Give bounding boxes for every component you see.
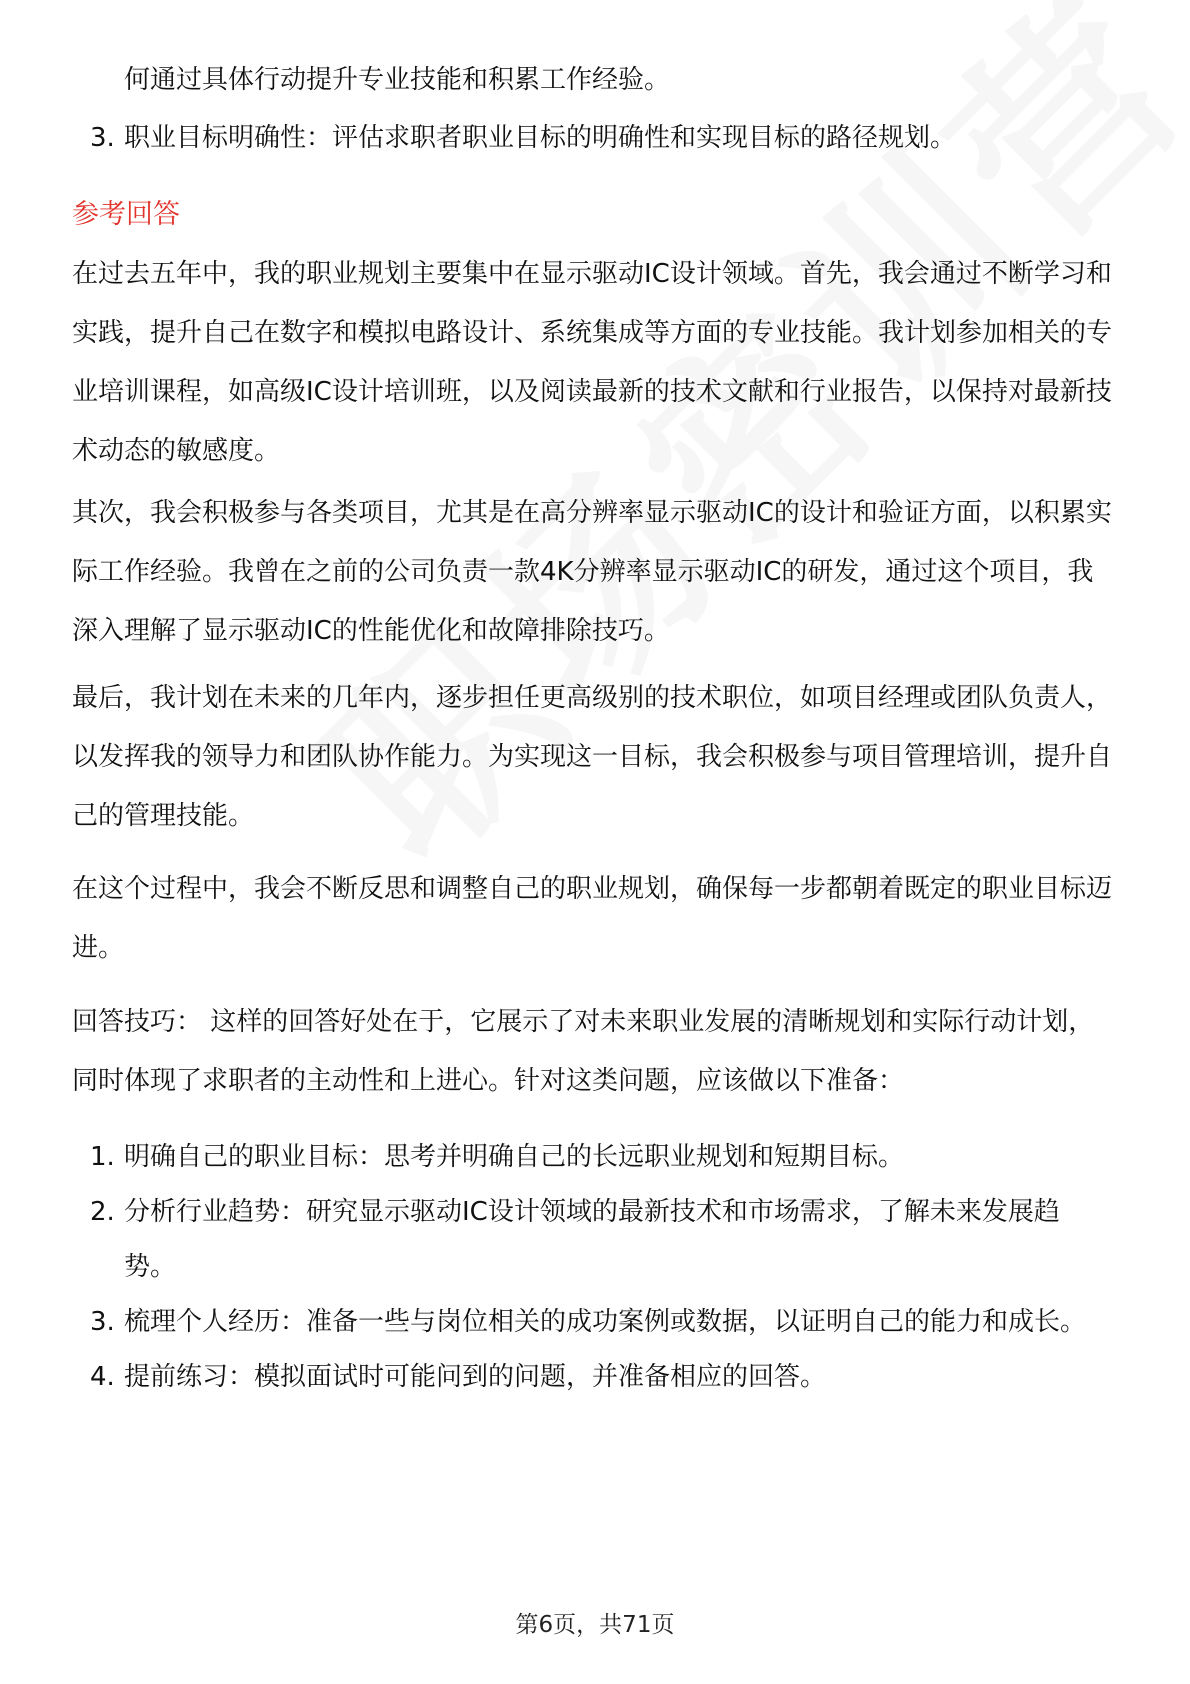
continued-text: 何通过具体行动提升专业技能和积累工作经验。	[124, 65, 671, 95]
list-item-number: 3.	[90, 123, 115, 153]
list-item-text: 梳理个人经历：准备一些与岗位相关的成功案例或数据，以证明自己的能力和成长。	[124, 1307, 1087, 1337]
list-item-text: 分析行业趋势：研究显示驱动IC设计领域的最新技术和市场需求，了解未来发展趋势。	[124, 1197, 1060, 1282]
list-item-number: 3.	[90, 1307, 115, 1337]
list-item-text: 提前练习：模拟面试时可能问到的问题，并准备相应的回答。	[124, 1362, 827, 1392]
page-number: 第6页，共71页	[515, 1612, 675, 1638]
paragraph: 其次，我会积极参与各类项目，尤其是在高分辨率显示驱动IC的设计和验证方面，以积累实际工作经验。我曾在之前的公司负责一款4K分辨率显示驱动IC的研发，通过这个项目，我深入理解了显示驱动IC的性能优化和故障排除技巧。	[72, 498, 1112, 646]
list-item-number: 4.	[90, 1362, 115, 1392]
paragraph: 在这个过程中，我会不断反思和调整自己的职业规划，确保每一步都朝着既定的职业目标迈进。	[72, 874, 1113, 963]
tips-list	[72, 1130, 1118, 1405]
list-item	[72, 1130, 1118, 1185]
paragraph: 最后，我计划在未来的几年内，逐步担任更高级别的技术职位，如项目经理或团队负责人，以发挥我的领导力和团队协作能力。为实现这一目标，我会积极参与项目管理培训，提升自己的管理技能。	[72, 683, 1113, 831]
list-item	[72, 1295, 1118, 1350]
answer-tip-paragraph: 回答技巧： 这样的回答好处在于，它展示了对未来职业发展的清晰规划和实际行动计划，同时体现了求职者的主动性和上进心。针对这类问题，应该做以下准备：	[72, 1007, 1095, 1096]
list-item	[72, 1350, 1118, 1405]
section-title: 参考回答	[72, 199, 180, 230]
list-item-text: 明确自己的职业目标：思考并明确自己的长远职业规划和短期目标。	[124, 1142, 905, 1172]
list-item	[72, 1185, 1118, 1295]
list-item-text: 职业目标明确性：评估求职者职业目标的明确性和实现目标的路径规划。	[124, 123, 957, 153]
document-page	[72, 0, 1118, 1684]
list-item-number: 1.	[90, 1142, 115, 1172]
paragraph: 在过去五年中，我的职业规划主要集中在显示驱动IC设计领域。首先，我会通过不断学习和实践，提升自己在数字和模拟电路设计、系统集成等方面的专业技能。我计划参加相关的专业培训课程，如高级IC设计培训班，以及阅读最新的技术文献和行业报告，以保持对最新技术动态的敏感度。	[72, 259, 1113, 466]
list-item-number: 2.	[90, 1197, 115, 1227]
